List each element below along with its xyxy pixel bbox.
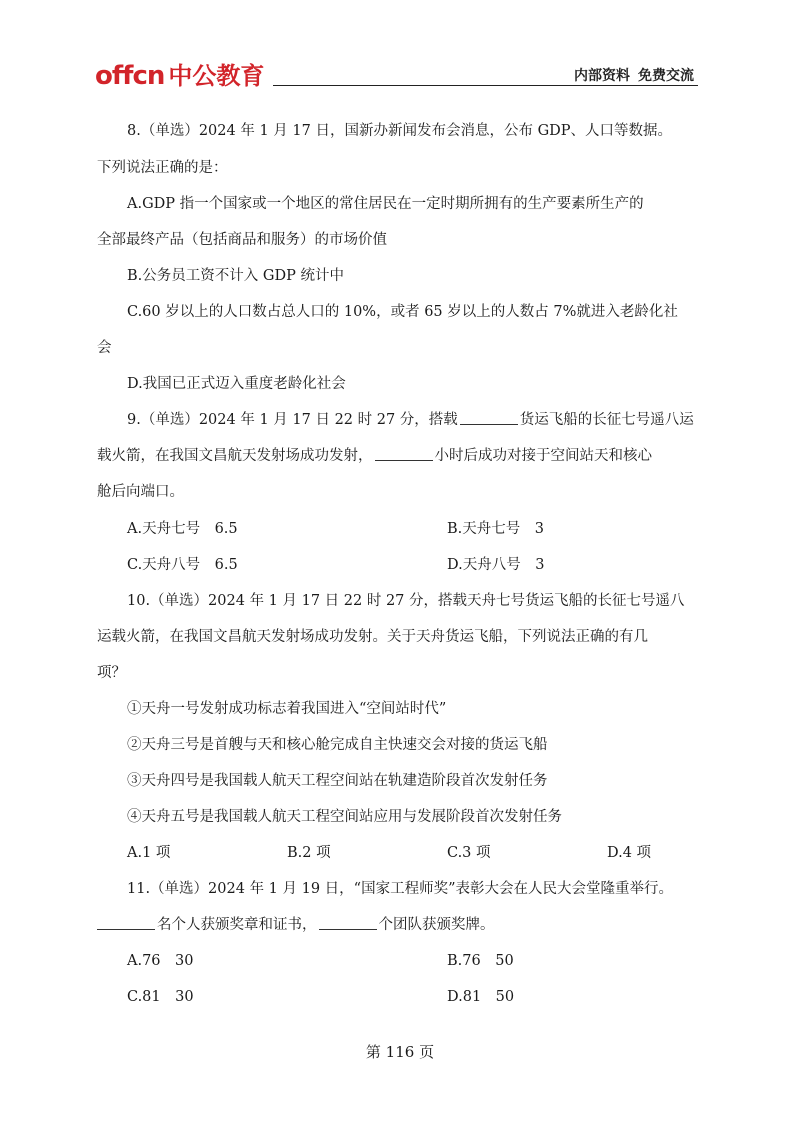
q9-option-d: D.天舟八号 3 — [447, 557, 545, 573]
q10-option-d: D.4 项 — [607, 845, 652, 861]
q9-stem-line3: 舱后向端口。 — [97, 484, 184, 500]
q8-option-c-line1: C.60 岁以上的人口数占总人口的 10%，或者 65 岁以上的人数占 7%就进入老龄化社 — [127, 304, 678, 320]
q10-option-b: B.2 项 — [287, 845, 331, 861]
q11-option-a: A.76 30 — [127, 953, 194, 969]
fill-blank — [319, 915, 377, 930]
q10-option-a: A.1 项 — [127, 845, 171, 861]
q9-option-c: C.天舟八号 6.5 — [127, 557, 238, 573]
q9-option-b: B.天舟七号 3 — [447, 521, 544, 537]
q10-statement-1: ①天舟一号发射成功标志着我国进入“空间站时代” — [127, 701, 447, 717]
page-header — [95, 56, 698, 91]
q9-stem-1a: 9.（单选）2024 年 1 月 17 日 22 时 27 分，搭载 — [127, 412, 458, 428]
tag-internal: 内部资料 — [574, 68, 630, 84]
q11-stem-line1: 11.（单选）2024 年 1 月 19 日，“国家工程师奖”表彰大会在人民大会堂隆重举行。 — [127, 881, 674, 897]
q11-stem-line2 — [97, 915, 495, 935]
q8-option-c-line2: 会 — [97, 340, 112, 356]
q11-option-c: C.81 30 — [127, 989, 194, 1005]
page-number: 第 116 页 — [365, 1043, 435, 1061]
q9-stem-line2 — [97, 446, 652, 466]
q10-stem-line1: 10.（单选）2024 年 1 月 17 日 22 时 27 分，搭载天舟七号货运飞船的长征七号遥八 — [127, 593, 685, 609]
q10-stem-line2: 运载火箭，在我国文昌航天发射场成功发射。关于天舟货运飞船，下列说法正确的有几 — [97, 629, 648, 645]
q9-stem-1b: 货运飞船的长征七号遥八运 — [519, 412, 694, 428]
q11-stem-2b: 个团队获颁奖牌。 — [378, 917, 495, 933]
q11-stem-2a: 名个人获颁奖章和证书， — [157, 917, 317, 933]
q10-statement-2: ②天舟三号是首艘与天和核心舱完成自主快速交会对接的货运飞船 — [127, 737, 548, 753]
q8-stem-line1: 8.（单选）2024 年 1 月 17 日，国新办新闻发布会消息，公布 GDP、人口等数据。 — [127, 123, 673, 139]
fill-blank — [460, 410, 518, 425]
offcn-logo — [95, 56, 265, 91]
q8-stem-line2: 下列说法正确的是： — [97, 160, 228, 176]
q9-option-a: A.天舟七号 6.5 — [127, 521, 238, 537]
q10-statement-4: ④天舟五号是我国载人航天工程空间站应用与发展阶段首次发射任务 — [127, 809, 562, 825]
q11-option-d: D.81 50 — [447, 989, 515, 1005]
header-rule — [273, 85, 698, 86]
q8-option-a-line2: 全部最终产品（包括商品和服务）的市场价值 — [97, 232, 387, 248]
q8-option-a-line1: A.GDP 指一个国家或一个地区的常住居民在一定时期所拥有的生产要素所生产的 — [127, 196, 644, 212]
q10-option-c: C.3 项 — [447, 845, 491, 861]
q8-option-b: B.公务员工资不计入 GDP 统计中 — [127, 268, 344, 284]
fill-blank — [97, 915, 155, 930]
fill-blank — [375, 446, 433, 461]
q9-stem-line1 — [127, 410, 694, 430]
q10-statement-3: ③天舟四号是我国载人航天工程空间站在轨建造阶段首次发射任务 — [127, 773, 548, 789]
tag-free: 免费交流 — [638, 68, 694, 84]
q9-stem-2b: 小时后成功对接于空间站天和核心 — [434, 448, 652, 464]
q8-option-d: D.我国已正式迈入重度老龄化社会 — [127, 376, 346, 392]
q9-stem-2a: 载火箭，在我国文昌航天发射场成功发射， — [97, 448, 373, 464]
q10-stem-line3: 项？ — [97, 665, 126, 681]
header-tagline — [574, 65, 694, 85]
q11-option-b: B.76 50 — [447, 953, 514, 969]
logo-text-en: offcn — [95, 61, 165, 91]
logo-text-cn: 中公教育 — [168, 62, 265, 90]
